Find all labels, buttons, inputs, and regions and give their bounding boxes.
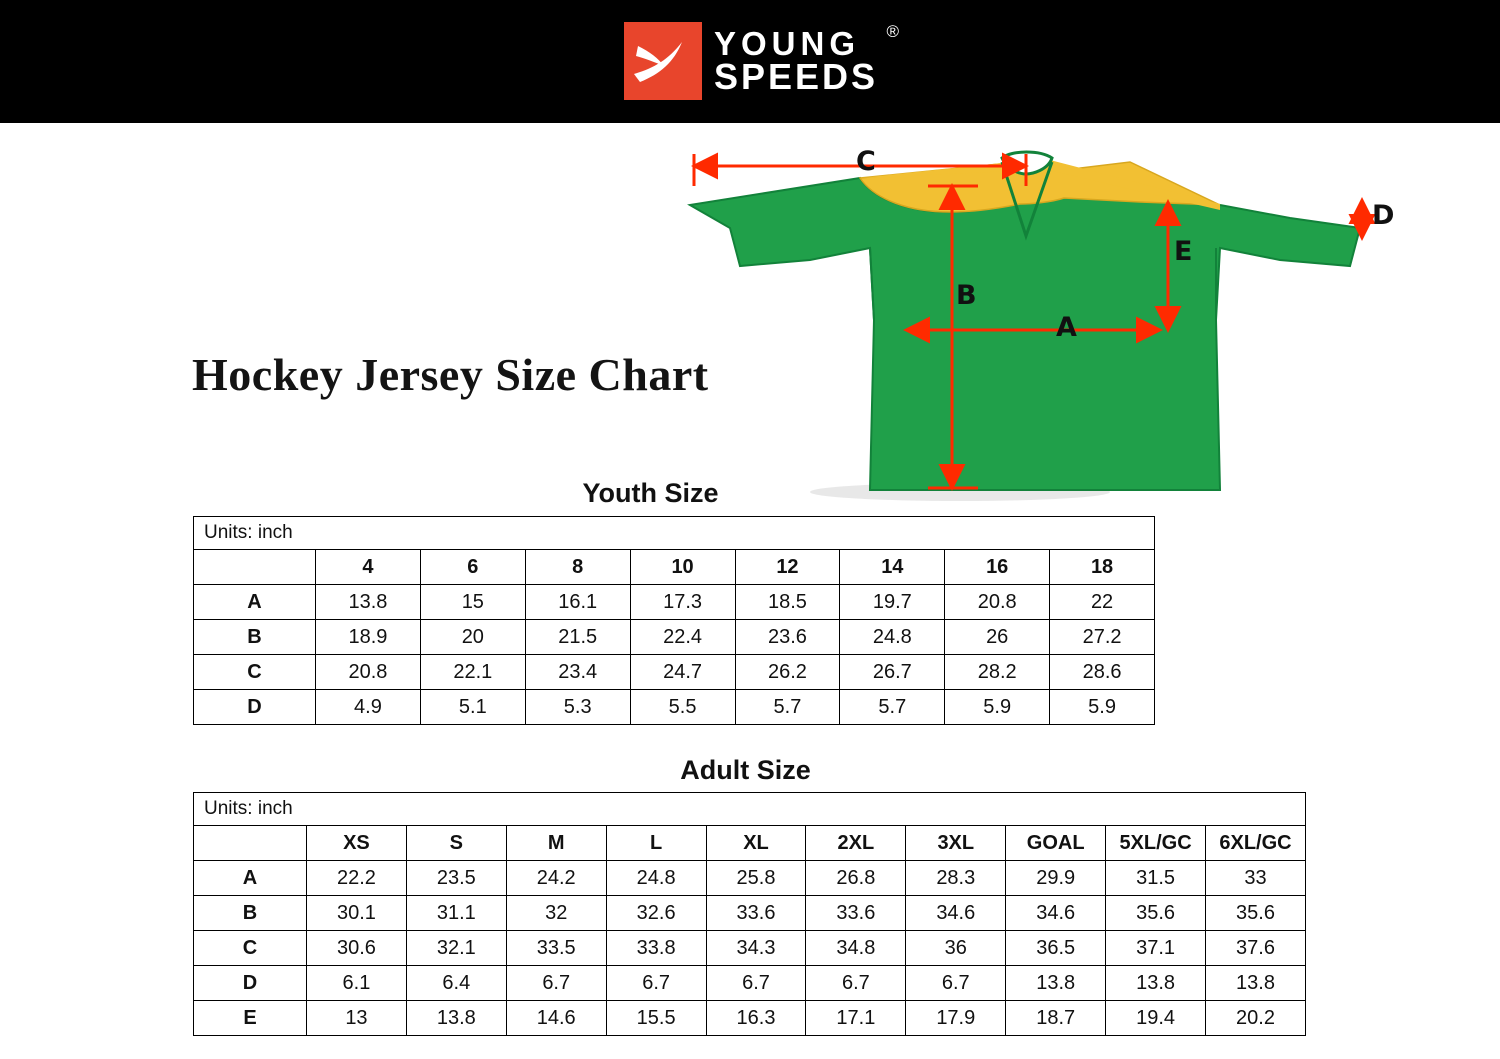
adult-b-goal: 34.6 (1006, 896, 1106, 931)
youth-d-8: 5.3 (525, 690, 630, 725)
table-header-row (194, 550, 1155, 585)
adult-col-goal: GOAL (1006, 826, 1106, 861)
dimension-label-b: B (956, 280, 977, 311)
table-row (194, 931, 1306, 966)
adult-e-2xl: 17.1 (806, 1001, 906, 1036)
youth-c-8: 23.4 (525, 655, 630, 690)
page-title: Hockey Jersey Size Chart (192, 349, 709, 400)
adult-c-s: 32.1 (406, 931, 506, 966)
dimension-label-e: E (1174, 236, 1193, 267)
youth-col-18: 18 (1050, 550, 1155, 585)
adult-row-label-a: A (194, 861, 307, 896)
adult-d-6xlgc: 13.8 (1206, 966, 1306, 1001)
youth-d-14: 5.7 (840, 690, 945, 725)
adult-d-xl: 6.7 (706, 966, 806, 1001)
youth-size-table (193, 516, 1155, 725)
youth-a-16: 20.8 (945, 585, 1050, 620)
youth-c-18: 28.6 (1050, 655, 1155, 690)
adult-d-l: 6.7 (606, 966, 706, 1001)
adult-a-m: 24.2 (506, 861, 606, 896)
adult-units-label: Units: inch (194, 793, 1306, 826)
youth-units-label: Units: inch (194, 517, 1155, 550)
table-row (194, 620, 1155, 655)
adult-c-6xlgc: 37.6 (1206, 931, 1306, 966)
youth-b-6: 20 (420, 620, 525, 655)
adult-c-goal: 36.5 (1006, 931, 1106, 966)
adult-col-xl: XL (706, 826, 806, 861)
table-row (194, 1001, 1306, 1036)
youth-c-10: 24.7 (630, 655, 735, 690)
table-row (194, 896, 1306, 931)
adult-col-s: S (406, 826, 506, 861)
youth-section-heading: Youth Size (582, 478, 719, 508)
youth-col-4: 4 (316, 550, 421, 585)
dimension-label-c: C (856, 146, 876, 177)
adult-b-5xlgc: 35.6 (1106, 896, 1206, 931)
dimension-label-a: A (1056, 312, 1077, 343)
adult-b-xl: 33.6 (706, 896, 806, 931)
youth-row-label-d: D (194, 690, 316, 725)
adult-b-2xl: 33.6 (806, 896, 906, 931)
adult-section-heading: Adult Size (680, 755, 811, 785)
table-row (194, 655, 1155, 690)
adult-b-xs: 30.1 (307, 896, 407, 931)
youth-row-label-a: A (194, 585, 316, 620)
adult-c-m: 33.5 (506, 931, 606, 966)
youth-col-16: 16 (945, 550, 1050, 585)
youth-b-14: 24.8 (840, 620, 945, 655)
header-bar (0, 0, 1500, 123)
youth-b-16: 26 (945, 620, 1050, 655)
adult-b-6xlgc: 35.6 (1206, 896, 1306, 931)
adult-d-m: 6.7 (506, 966, 606, 1001)
table-row (194, 585, 1155, 620)
youth-a-6: 15 (420, 585, 525, 620)
adult-col-3xl: 3XL (906, 826, 1006, 861)
youth-b-18: 27.2 (1050, 620, 1155, 655)
adult-a-6xlgc: 33 (1206, 861, 1306, 896)
adult-a-s: 23.5 (406, 861, 506, 896)
adult-a-xs: 22.2 (307, 861, 407, 896)
adult-c-xs: 30.6 (307, 931, 407, 966)
youth-c-12: 26.2 (735, 655, 840, 690)
adult-col-m: M (506, 826, 606, 861)
youth-d-12: 5.7 (735, 690, 840, 725)
youth-b-10: 22.4 (630, 620, 735, 655)
jersey-diagram (660, 140, 1420, 520)
youth-a-18: 22 (1050, 585, 1155, 620)
adult-a-l: 24.8 (606, 861, 706, 896)
table-row (194, 966, 1306, 1001)
table-row (194, 690, 1155, 725)
brand-line-1: YOUNG (714, 25, 861, 63)
youth-col-8: 8 (525, 550, 630, 585)
youth-a-10: 17.3 (630, 585, 735, 620)
brand-logo (624, 22, 901, 100)
adult-e-3xl: 17.9 (906, 1001, 1006, 1036)
youth-col-12: 12 (735, 550, 840, 585)
adult-b-l: 32.6 (606, 896, 706, 931)
corner-cell (194, 826, 307, 861)
dimension-label-d: D (1372, 200, 1395, 231)
adult-e-goal: 18.7 (1006, 1001, 1106, 1036)
youth-d-6: 5.1 (420, 690, 525, 725)
adult-b-m: 32 (506, 896, 606, 931)
youth-col-10: 10 (630, 550, 735, 585)
youth-c-14: 26.7 (840, 655, 945, 690)
youth-b-12: 23.6 (735, 620, 840, 655)
adult-c-5xlgc: 37.1 (1106, 931, 1206, 966)
adult-col-l: L (606, 826, 706, 861)
adult-col-5xlgc: 5XL/GC (1106, 826, 1206, 861)
adult-col-2xl: 2XL (806, 826, 906, 861)
table-row-units (194, 517, 1155, 550)
adult-e-s: 13.8 (406, 1001, 506, 1036)
adult-row-label-d: D (194, 966, 307, 1001)
adult-a-xl: 25.8 (706, 861, 806, 896)
youth-row-label-c: C (194, 655, 316, 690)
adult-col-xs: XS (307, 826, 407, 861)
swoosh-icon (624, 22, 702, 100)
youth-a-4: 13.8 (316, 585, 421, 620)
adult-e-6xlgc: 20.2 (1206, 1001, 1306, 1036)
adult-d-3xl: 6.7 (906, 966, 1006, 1001)
adult-e-m: 14.6 (506, 1001, 606, 1036)
table-row (194, 861, 1306, 896)
adult-row-label-e: E (194, 1001, 307, 1036)
adult-c-2xl: 34.8 (806, 931, 906, 966)
youth-b-8: 21.5 (525, 620, 630, 655)
corner-cell (194, 550, 316, 585)
adult-c-xl: 34.3 (706, 931, 806, 966)
adult-e-xs: 13 (307, 1001, 407, 1036)
adult-e-5xlgc: 19.4 (1106, 1001, 1206, 1036)
adult-d-5xlgc: 13.8 (1106, 966, 1206, 1001)
brand-wordmark (714, 22, 901, 97)
adult-row-label-c: C (194, 931, 307, 966)
youth-c-4: 20.8 (316, 655, 421, 690)
youth-d-4: 4.9 (316, 690, 421, 725)
youth-col-6: 6 (420, 550, 525, 585)
adult-d-goal: 13.8 (1006, 966, 1106, 1001)
adult-e-xl: 16.3 (706, 1001, 806, 1036)
adult-d-s: 6.4 (406, 966, 506, 1001)
youth-a-14: 19.7 (840, 585, 945, 620)
youth-c-6: 22.1 (420, 655, 525, 690)
adult-b-s: 31.1 (406, 896, 506, 931)
adult-row-label-b: B (194, 896, 307, 931)
youth-col-14: 14 (840, 550, 945, 585)
youth-d-16: 5.9 (945, 690, 1050, 725)
adult-a-goal: 29.9 (1006, 861, 1106, 896)
youth-b-4: 18.9 (316, 620, 421, 655)
adult-c-l: 33.8 (606, 931, 706, 966)
adult-a-3xl: 28.3 (906, 861, 1006, 896)
adult-a-5xlgc: 31.5 (1106, 861, 1206, 896)
adult-col-6xlgc: 6XL/GC (1206, 826, 1306, 861)
adult-size-table (193, 792, 1306, 1036)
adult-a-2xl: 26.8 (806, 861, 906, 896)
youth-d-10: 5.5 (630, 690, 735, 725)
youth-d-18: 5.9 (1050, 690, 1155, 725)
table-header-row (194, 826, 1306, 861)
adult-d-xs: 6.1 (307, 966, 407, 1001)
youth-a-12: 18.5 (735, 585, 840, 620)
adult-e-l: 15.5 (606, 1001, 706, 1036)
adult-d-2xl: 6.7 (806, 966, 906, 1001)
youth-c-16: 28.2 (945, 655, 1050, 690)
adult-b-3xl: 34.6 (906, 896, 1006, 931)
adult-c-3xl: 36 (906, 931, 1006, 966)
brand-line-2: SPEEDS (714, 55, 879, 97)
youth-a-8: 16.1 (525, 585, 630, 620)
youth-row-label-b: B (194, 620, 316, 655)
table-row-units (194, 793, 1306, 826)
registered-trademark-icon: ® (886, 22, 901, 42)
